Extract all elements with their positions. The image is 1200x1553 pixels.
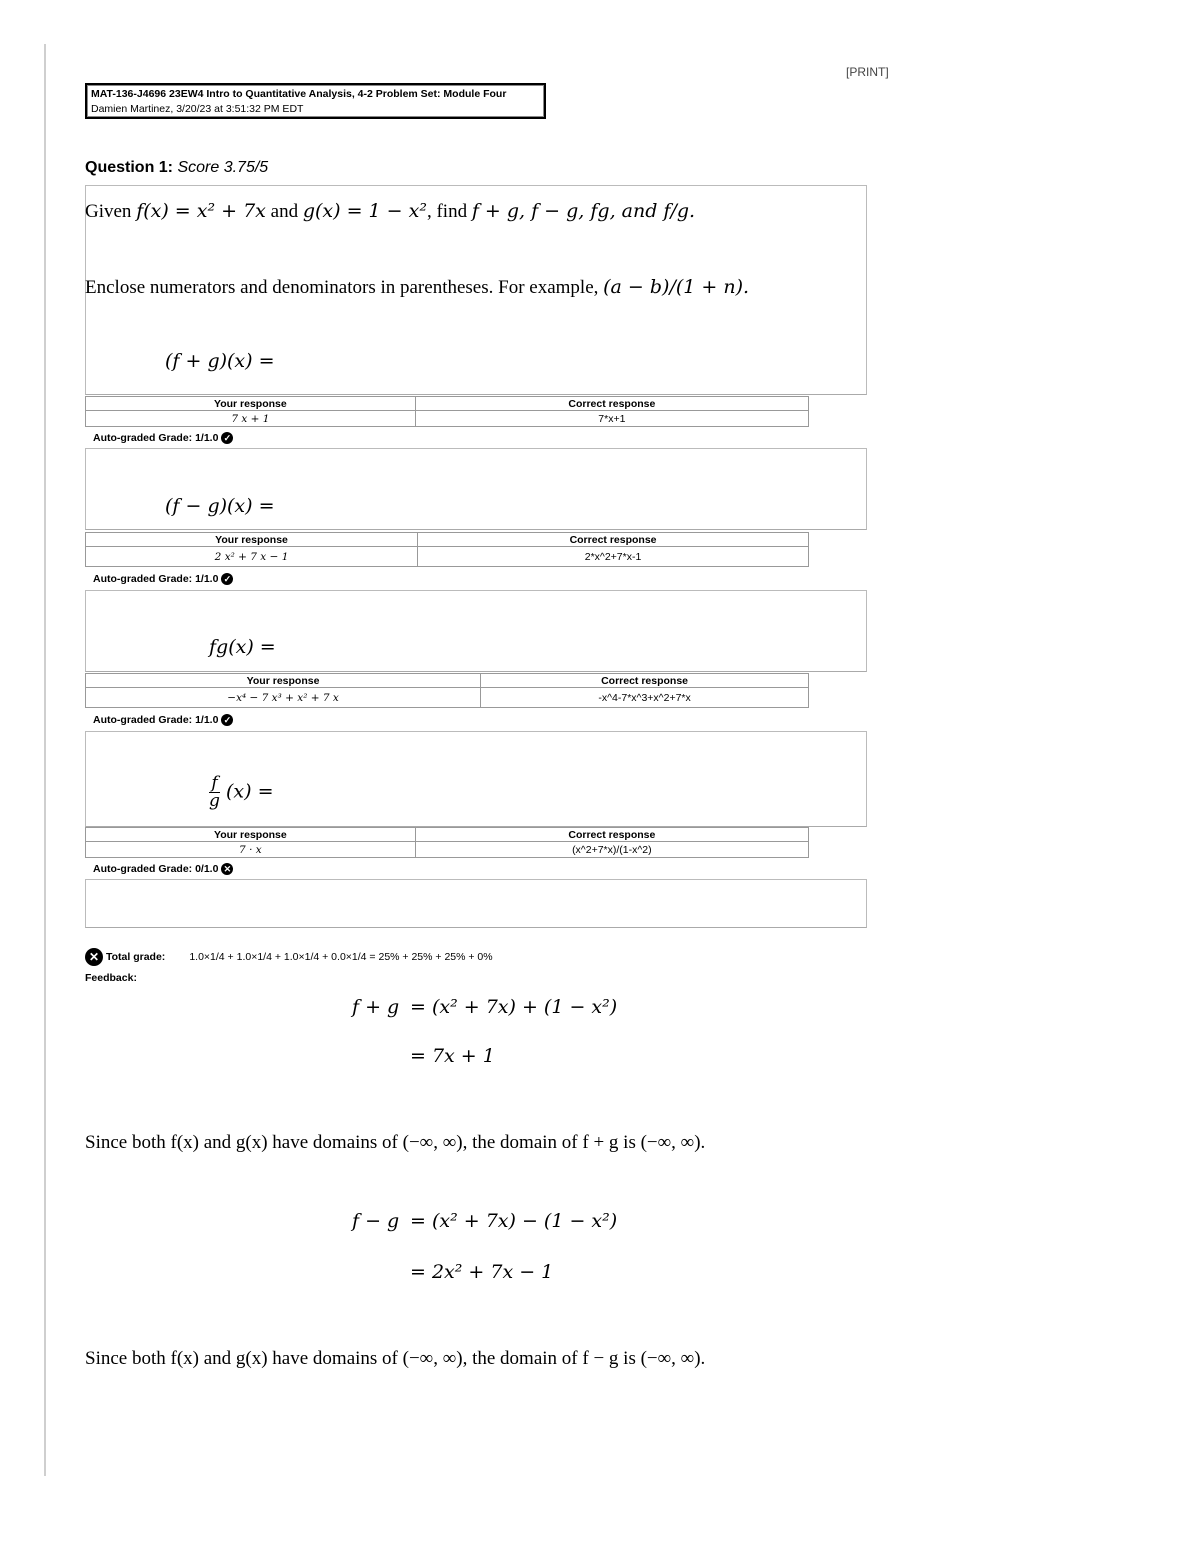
feedback-sum-domain: Since both f(x) and g(x) have domains of (−∞, ∞), the domain of f + g is (−∞, ∞).	[85, 1132, 706, 1153]
feedback-diff-result: = 2x² + 7x − 1	[410, 1261, 554, 1283]
feedback-sum-rhs: = (x² + 7x) + (1 − x²)	[410, 996, 618, 1018]
feedback-sum-result: = 7x + 1	[410, 1045, 495, 1067]
f-definition: f(x) = x² + 7x	[136, 200, 266, 222]
part2-grade: Auto-graded Grade: 1/1.0 ✓	[93, 573, 233, 585]
part4-expression: $\frac{f}{g}$ (x) =	[209, 773, 274, 812]
part2-box	[85, 448, 867, 530]
feedback-diff-rhs: = (x² + 7x) − (1 − x²)	[410, 1210, 618, 1232]
x-circle-icon: ✕	[85, 948, 103, 966]
correct-response-header: Correct response	[415, 397, 808, 411]
print-link[interactable]: [PRINT]	[846, 65, 889, 79]
part3-expression: fg(x) =	[209, 636, 276, 658]
instructions: Enclose numerators and denominators in parentheses. For example, (a − b)/(1 + n).	[85, 276, 750, 298]
question-score: Score 3.75/5	[177, 159, 269, 176]
g-definition: g(x) = 1 − x²	[302, 200, 427, 222]
your-response: 2 x² + 7 x − 1	[86, 547, 418, 567]
part4-grade: Auto-graded Grade: 0/1.0 ✕	[93, 863, 233, 875]
assignment-header	[85, 83, 546, 119]
course-title: MAT-136-J4696 23EW4 Intro to Quantitative Analysis, 4-2 Problem Set: Module Four	[91, 88, 507, 100]
your-response-header: Your response	[86, 533, 418, 547]
check-icon: ✓	[221, 573, 233, 585]
feedback-diff-domain: Since both f(x) and g(x) have domains of (−∞, ∞), the domain of f − g is (−∞, ∞).	[85, 1348, 706, 1369]
part1-response-table	[85, 396, 809, 427]
x-icon: ✕	[221, 863, 233, 875]
check-icon: ✓	[221, 714, 233, 726]
part3-grade: Auto-graded Grade: 1/1.0 ✓	[93, 714, 233, 726]
empty-answer-box	[85, 879, 867, 928]
your-response: 7 · x	[86, 842, 416, 858]
part2-response-table	[85, 532, 809, 567]
correct-response-header: Correct response	[415, 828, 808, 842]
feedback-sum-lhs: f + g	[352, 996, 400, 1018]
part2-expression: (f − g)(x) =	[165, 495, 275, 517]
part4-response-table	[85, 827, 809, 858]
part3-response-table	[85, 673, 809, 708]
correct-response: 7*x+1	[415, 411, 808, 427]
feedback-diff-lhs: f − g	[352, 1210, 400, 1232]
feedback-label: Feedback:	[85, 972, 137, 984]
correct-response-header: Correct response	[418, 533, 809, 547]
your-response-header: Your response	[86, 674, 481, 688]
question-title	[85, 159, 268, 177]
question-prompt: Given f(x) = x² + 7x and g(x) = 1 − x², find f + g, f − g, fg, and f/g.	[85, 200, 696, 222]
student-info: Damien Martinez, 3/20/23 at 3:51:32 PM EDT	[91, 103, 304, 115]
example: (a − b)/(1 + n).	[603, 276, 750, 298]
your-response: 7 x + 1	[86, 411, 416, 427]
page-margin-rule	[44, 44, 46, 1476]
question-label: Question 1:	[85, 159, 174, 176]
total-grade	[85, 948, 493, 966]
part1-expression: (f + g)(x) =	[165, 350, 275, 372]
correct-response: -x^4-7*x^3+x^2+7*x	[481, 688, 809, 708]
check-icon: ✓	[221, 432, 233, 444]
part3-box	[85, 590, 867, 672]
part4-box	[85, 731, 867, 827]
correct-response-header: Correct response	[481, 674, 809, 688]
targets: f + g, f − g, fg, and f/g.	[471, 200, 696, 222]
total-grade-formula: 1.0×1/4 + 1.0×1/4 + 1.0×1/4 + 0.0×1/4 = 25% + 25% + 25% + 0%	[189, 951, 493, 963]
total-grade-label: Total grade:	[106, 951, 166, 963]
your-response-header: Your response	[86, 397, 416, 411]
correct-response: (x^2+7*x)/(1-x^2)	[415, 842, 808, 858]
your-response: −x⁴ − 7 x³ + x² + 7 x	[86, 688, 481, 708]
correct-response: 2*x^2+7*x-1	[418, 547, 809, 567]
part1-grade: Auto-graded Grade: 1/1.0 ✓	[93, 432, 233, 444]
your-response-header: Your response	[86, 828, 416, 842]
